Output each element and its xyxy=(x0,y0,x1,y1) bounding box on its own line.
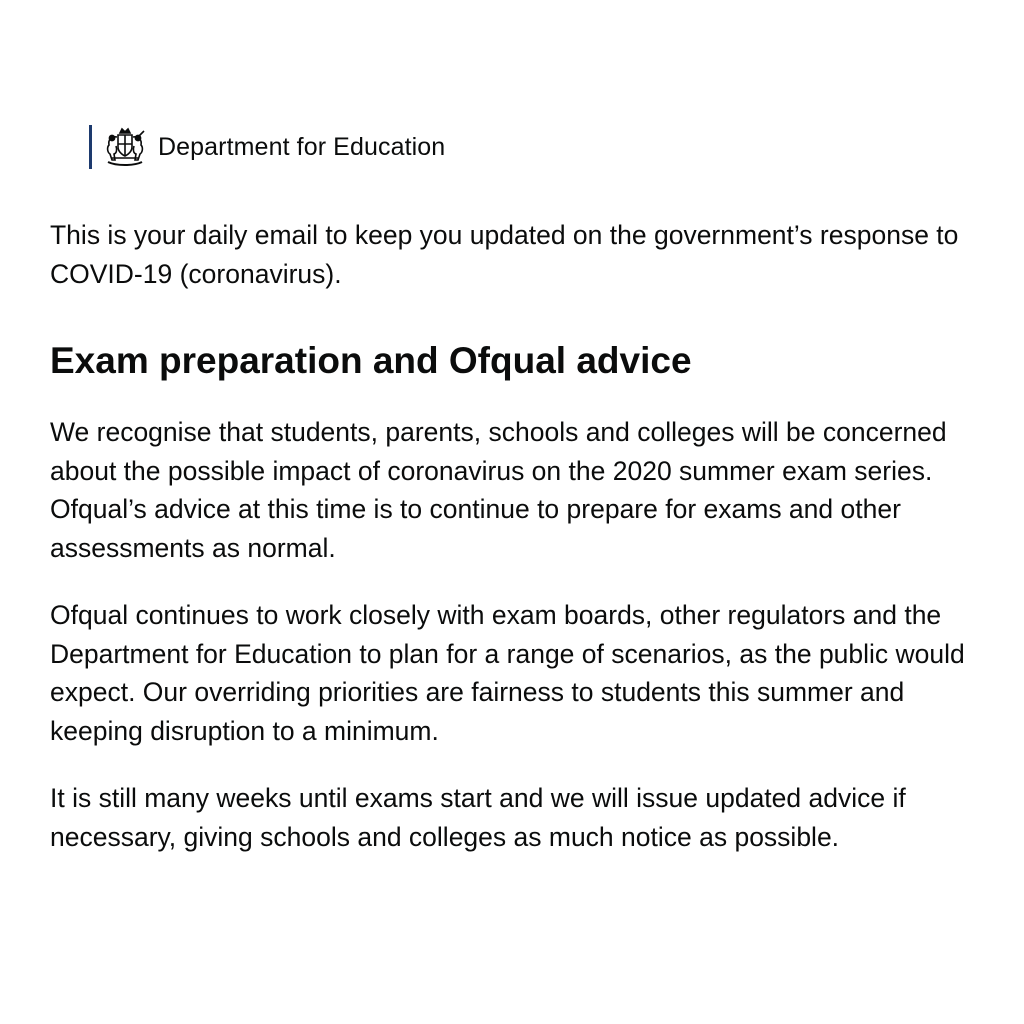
organisation-name: Department for Education xyxy=(158,132,446,161)
organisation-header xyxy=(89,125,445,169)
body-paragraph-3: It is still many weeks until exams start and we will issue updated advice if necessary, giving schools and colleges as much notice as possible. xyxy=(50,783,906,852)
body-paragraph-1: We recognise that students, parents, schools and colleges will be concerned about the possible impact of coronavirus on the 2020 summer exam series. Ofqual’s advice at this time is to continue to prepare for exams and other assessments as normal. xyxy=(50,417,947,563)
royal-coat-of-arms-icon xyxy=(102,127,148,167)
header-accent-rule xyxy=(89,125,92,169)
section-heading: Exam preparation and Ofqual advice xyxy=(50,340,692,381)
body-paragraph-2: Ofqual continues to work closely with exam boards, other regulators and the Department for Education to plan for a range of scenarios, as the public would expect. Our overriding priorities are fairness to students this summer and keeping disruption to a minimum. xyxy=(50,600,965,746)
email-body xyxy=(50,216,1000,856)
intro-paragraph: This is your daily email to keep you updated on the government’s response to COVID-19 (coronavirus). xyxy=(50,220,959,289)
